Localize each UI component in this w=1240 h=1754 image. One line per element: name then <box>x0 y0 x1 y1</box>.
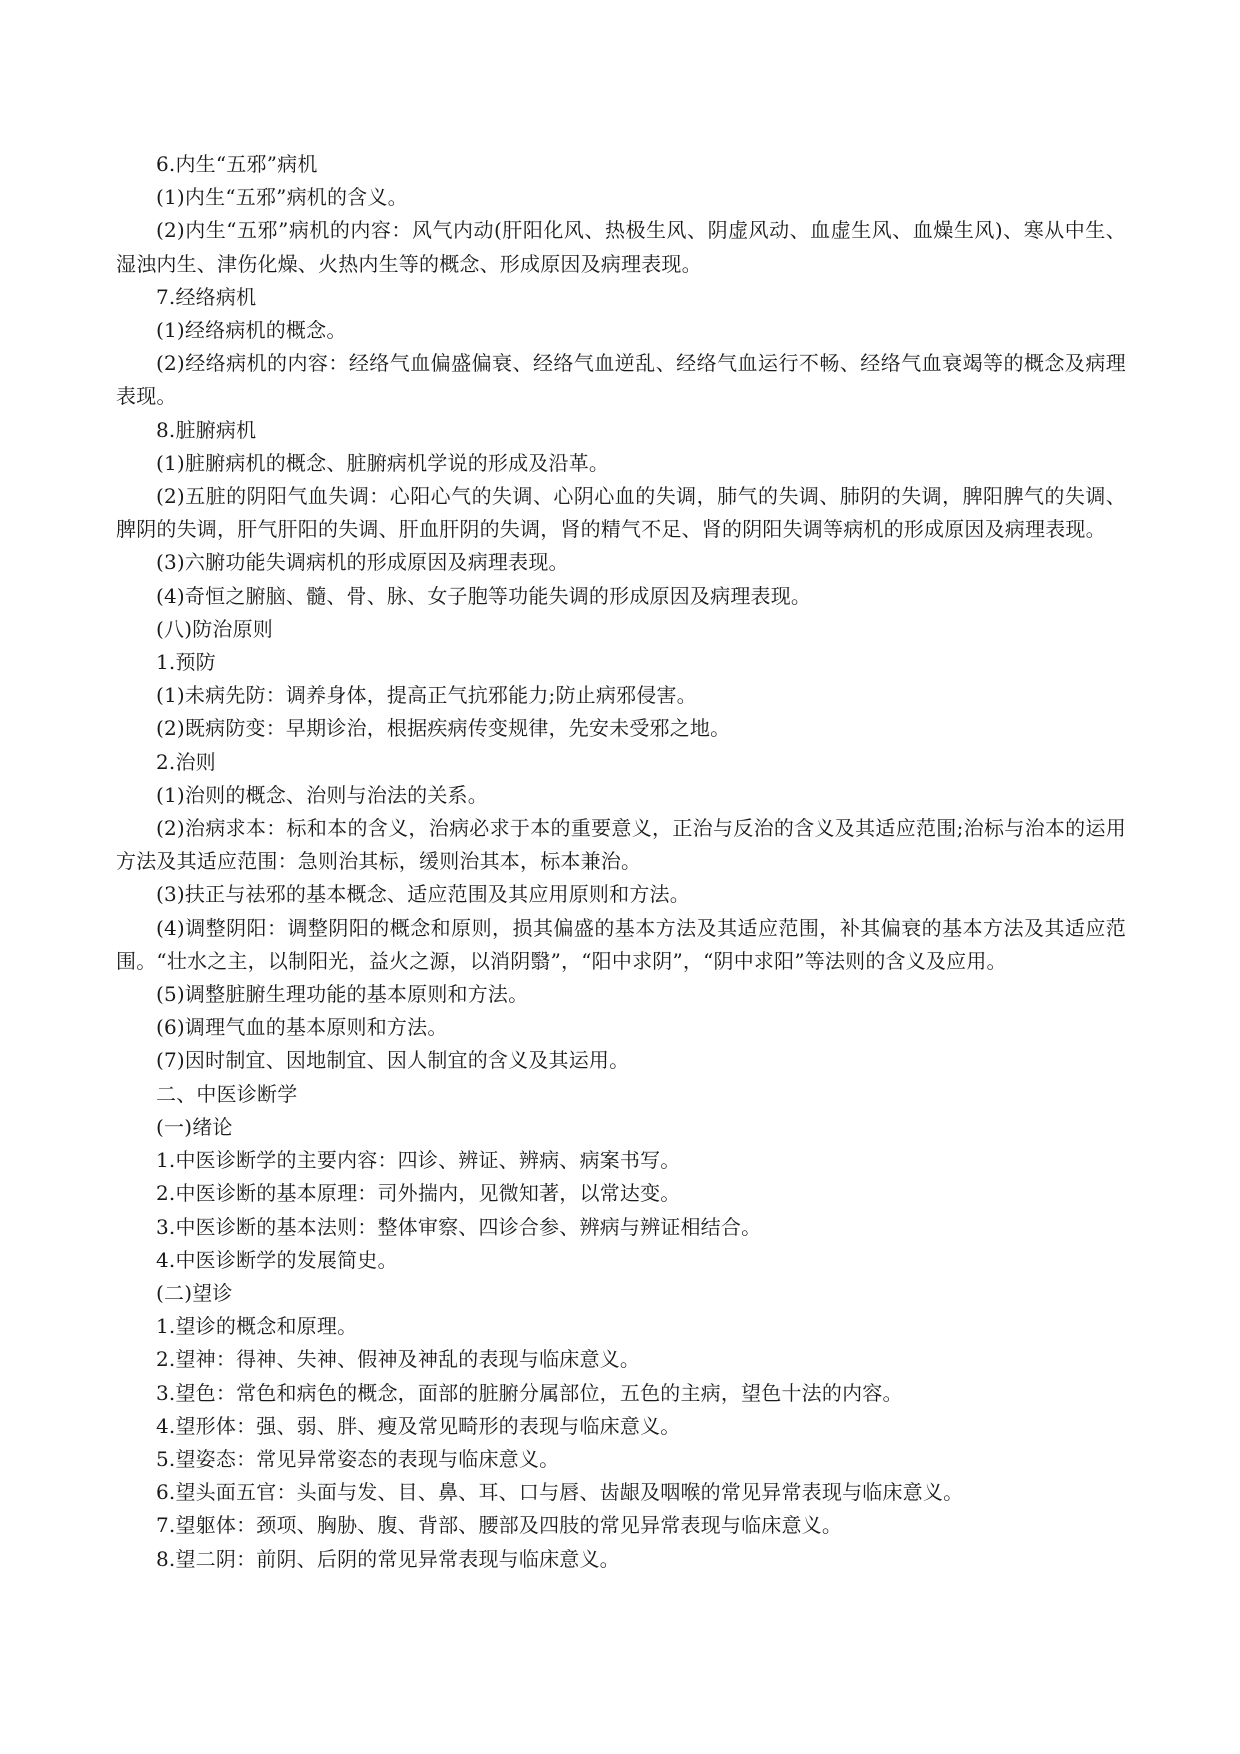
paragraph: (3)扶正与祛邪的基本概念、适应范围及其应用原则和方法。 <box>156 882 690 907</box>
paragraph: 6.望头面五官：头面与发、目、鼻、耳、口与唇、齿龈及咽喉的常见异常表现与临床意义。 <box>156 1480 964 1505</box>
document-body <box>116 148 1126 1576</box>
paragraph: (2)既病防变：早期诊治，根据疾病传变规律，先安未受邪之地。 <box>156 716 731 741</box>
paragraph: 8.望二阴：前阴、后阴的常见异常表现与临床意义。 <box>156 1546 620 1571</box>
paragraph: (八)防治原则 <box>156 616 274 641</box>
paragraph: (4)调整阴阳：调整阴阳的概念和原则，损其偏盛的基本方法及其适应范围，补其偏衰的基本方法及其适应范围。“壮水之主，以制阳光，益火之源，以消阴翳”，“阳中求阴”，“阴中求阳”等法则的含义及应用。 <box>116 915 1126 973</box>
paragraph: 二、中医诊断学 <box>156 1081 298 1106</box>
paragraph: 3.中医诊断的基本法则：整体审察、四诊合参、辨病与辨证相结合。 <box>156 1214 762 1239</box>
paragraph: (1)脏腑病机的概念、脏腑病机学说的形成及沿革。 <box>156 450 610 475</box>
paragraph: (1)经络病机的概念。 <box>156 318 347 343</box>
paragraph: 4.中医诊断学的发展简史。 <box>156 1247 398 1272</box>
paragraph: (1)内生“五邪”病机的含义。 <box>156 185 408 210</box>
paragraph: 4.望形体：强、弱、胖、瘦及常见畸形的表现与临床意义。 <box>156 1413 681 1438</box>
paragraph: 3.望色：常色和病色的概念，面部的脏腑分属部位，五色的主病，望色十法的内容。 <box>156 1380 903 1405</box>
paragraph: 7.望躯体：颈项、胸胁、腹、背部、腰部及四肢的常见异常表现与临床意义。 <box>156 1513 843 1538</box>
paragraph: (4)奇恒之腑脑、髓、骨、脉、女子胞等功能失调的形成原因及病理表现。 <box>156 583 812 608</box>
paragraph: (2)经络病机的内容：经络气血偏盛偏衰、经络气血逆乱、经络气血运行不畅、经络气血衰竭等的概念及病理表现。 <box>116 351 1126 409</box>
paragraph: 7.经络病机 <box>156 284 257 309</box>
paragraph: (7)因时制宜、因地制宜、因人制宜的含义及其运用。 <box>156 1048 630 1073</box>
paragraph: (2)治病求本：标和本的含义，治病必求于本的重要意义，正治与反治的含义及其适应范围;治标与治本的运用方法及其适应范围：急则治其标，缓则治其本，标本兼治。 <box>116 816 1126 874</box>
paragraph: 6.内生“五邪”病机 <box>156 152 318 176</box>
paragraph: (1)未病先防：调养身体，提高正气抗邪能力;防止病邪侵害。 <box>156 683 697 708</box>
paragraph: 2.望神：得神、失神、假神及神乱的表现与临床意义。 <box>156 1347 641 1372</box>
paragraph: (2)五脏的阴阳气血失调：心阳心气的失调、心阴心血的失调，肺气的失调、肺阴的失调，脾阳脾气的失调、脾阴的失调，肝气肝阳的失调、肝血肝阴的失调，肾的精气不足、肾的阴阳失调等病机的形成原因及病理表现。 <box>116 484 1126 542</box>
paragraph: (3)六腑功能失调病机的形成原因及病理表现。 <box>156 550 569 575</box>
paragraph: (二)望诊 <box>156 1280 233 1305</box>
paragraph: 1.望诊的概念和原理。 <box>156 1314 358 1339</box>
paragraph: (2)内生“五邪”病机的内容：风气内动(肝阳化风、热极生风、阴虚风动、血虚生风、血燥生风)、寒从中生、湿浊内生、津伤化燥、火热内生等的概念、形成原因及病理表现。 <box>116 218 1126 276</box>
paragraph: (1)治则的概念、治则与治法的关系。 <box>156 782 488 807</box>
paragraph: (6)调理气血的基本原则和方法。 <box>156 1015 448 1040</box>
paragraph: 8.脏腑病机 <box>156 417 257 442</box>
paragraph: 5.望姿态：常见异常姿态的表现与临床意义。 <box>156 1446 560 1471</box>
paragraph: (一)绪论 <box>156 1114 233 1139</box>
paragraph: (5)调整脏腑生理功能的基本原则和方法。 <box>156 982 529 1007</box>
paragraph: 2.中医诊断的基本原理：司外揣内，见微知著，以常达变。 <box>156 1181 681 1206</box>
paragraph: 2.治则 <box>156 749 216 774</box>
paragraph: 1.中医诊断学的主要内容：四诊、辨证、辨病、病案书写。 <box>156 1148 681 1173</box>
paragraph: 1.预防 <box>156 650 216 675</box>
